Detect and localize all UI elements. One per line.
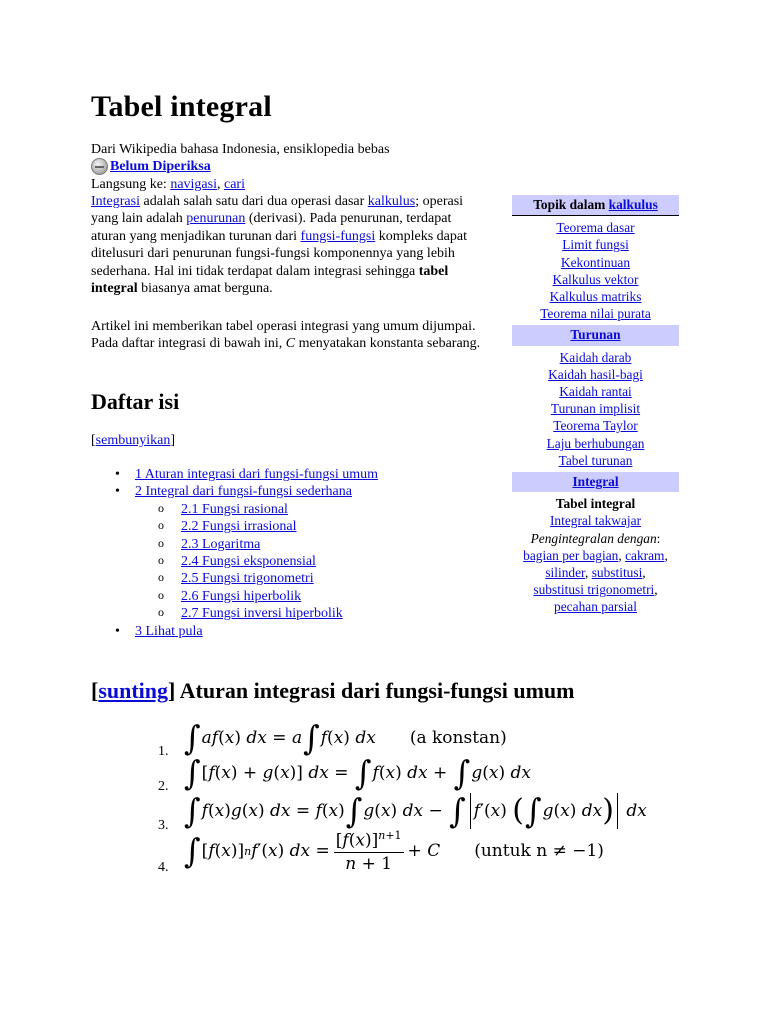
link-kalkulus[interactable]: kalkulus [367, 194, 416, 209]
intro-paragraph: Integrasi adalah salah satu dari dua operasi dasar kalkulus; operasi yang lain adalah penurunan (derivasi). Pada penurunan, terdapat aturan yang menjadikan turunan dari fungsi-fungsi kompleks dapat ditelusuri dari penurunan fungsi-fungsi komponennya yang lebih sederhana. Hal ini tidak terdapat dalam integrasi sehingga tabel integral biasanya amat berguna. [91, 194, 467, 297]
navbox-link[interactable]: substitusi [591, 565, 643, 581]
formula-4: ∫ [ f ( x )] n f ′( x ) dx = $\frac{[f(x)]^{n+1}}{n + 1}$ + C (untuk n ≠ −1) [184, 829, 604, 874]
intro-paragraph-2: Artikel ini memberikan tabel operasi integrasi yang umum dijumpai. Pada daftar integrasi di bawah ini, C menyatakan konstanta sebarang. [91, 319, 481, 352]
toc-hide-link[interactable]: sembunyikan [95, 433, 171, 448]
jump-links: Langsung ke: navigasi, cari [91, 177, 245, 192]
navbox-kalkulus-link[interactable]: kalkulus [608, 197, 658, 212]
navbox-link[interactable]: Tabel turunan [558, 452, 633, 468]
navbox-link[interactable]: Kalkulus vektor [552, 271, 639, 287]
page-title: Tabel integral [91, 90, 272, 123]
link-fungsi-fungsi[interactable]: fungsi-fungsi [300, 228, 376, 244]
review-status-link[interactable]: Belum Diperiksa [110, 159, 211, 174]
review-status [91, 158, 211, 175]
navbox-header-turunan [512, 325, 679, 345]
toc-link-2-3[interactable]: 2.3 Logaritma [181, 536, 261, 552]
navbox-turunan-link[interactable]: Turunan [570, 327, 621, 343]
navbox-link[interactable]: Integral takwajar [549, 513, 642, 529]
navbox-link[interactable]: Teorema Taylor [553, 418, 638, 434]
jump-search-link[interactable]: cari [223, 177, 245, 192]
toc-title: Daftar isi [91, 389, 180, 414]
section-heading: [sunting] Aturan integrasi dari fungsi-fungsi umum [91, 678, 575, 703]
navbox-group-turunan [512, 349, 679, 469]
toc-subitem [135, 536, 378, 553]
navbox-group-integral: Tabel integral Integral takwajar Pengintegralan dengan: bagian per bagian, cakram, silinder, substitusi, substitusi trigonometri, pecahan parsial [512, 495, 679, 615]
table-of-contents [91, 466, 378, 640]
toc-subitem [135, 518, 378, 535]
navbox-link[interactable]: Laju berhubungan [546, 435, 645, 451]
toc-item [91, 623, 378, 640]
toc-link-1[interactable]: 1 Aturan integrasi dari fungsi-fungsi umum [135, 467, 379, 482]
toc-item [91, 466, 378, 483]
toc-link-2-5[interactable]: 2.5 Fungsi trigonometri [181, 571, 314, 587]
navbox-link[interactable]: Kaidah hasil-bagi [548, 366, 643, 382]
navbox-integral-link[interactable]: Integral [572, 474, 619, 490]
navbox-link[interactable]: Kekontinuan [560, 254, 631, 270]
toc-subitem [135, 553, 378, 570]
navbox-link[interactable]: bagian per bagian [523, 547, 619, 563]
toc-link-2-2[interactable]: 2.2 Fungsi irrasional [181, 519, 297, 535]
toc-link-2[interactable]: 2 Integral dari fungsi-fungsi sederhana [135, 484, 352, 500]
navbox-link[interactable]: Kaidah darab [559, 349, 632, 365]
toc-subitem [135, 588, 378, 605]
toc-item [91, 483, 378, 622]
toc-subitem [135, 501, 378, 518]
unreviewed-icon [91, 158, 108, 175]
toc-subitem [135, 605, 378, 622]
navbox-header-integral [512, 472, 679, 492]
toc-link-2-4[interactable]: 2.4 Fungsi eksponensial [181, 554, 316, 570]
toc-toggle: [sembunyikan] [91, 433, 175, 448]
formula-3: ∫ f ( x ) g ( x ) dx = f ( x ) ∫ g ( x ) dx − ∫ f ′( x ) ( ∫ g ( x ) dx ) dx [184, 791, 647, 831]
navbox-link[interactable]: Turunan implisit [550, 401, 641, 417]
navbox-link[interactable]: cakram [625, 547, 665, 563]
calculus-navbox [512, 195, 679, 619]
navbox-link[interactable]: Kalkulus matriks [549, 289, 642, 305]
toc-link-2-7[interactable]: 2.7 Fungsi inversi hiperbolik [181, 606, 343, 622]
link-integrasi[interactable]: Integrasi [91, 194, 140, 209]
navbox-current-page: Tabel integral [555, 496, 636, 512]
navbox-header: Topik dalam kalkulus [512, 195, 679, 216]
formula-number: 1. [158, 744, 169, 759]
formula-4-note: (untuk n ≠ −1) [474, 841, 604, 862]
navbox-link[interactable]: pecahan parsial [554, 599, 637, 615]
link-penurunan[interactable]: penurunan [186, 211, 246, 227]
formula-1-note: (a konstan) [409, 728, 507, 748]
toc-link-2-1[interactable]: 2.1 Fungsi rasional [181, 501, 288, 517]
toc-link-2-6[interactable]: 2.6 Fungsi hiperbolik [181, 588, 302, 604]
navbox-link[interactable]: silinder [545, 565, 585, 581]
toc-link-3[interactable]: 3 Lihat pula [135, 623, 203, 639]
formula-2: ∫ [ f ( x ) + g ( x )] dx = ∫ f ( x ) dx + ∫ g ( x ) dx [184, 753, 531, 793]
navbox-group-general [512, 219, 679, 322]
formula-number: 3. [158, 818, 169, 833]
formula-1: ∫ af ( x ) dx = a ∫ f ( x ) dx (a konstan) [184, 718, 507, 758]
edit-section-link[interactable]: sunting [98, 678, 169, 703]
navbox-link[interactable]: substitusi trigonometri [533, 582, 655, 598]
formula-number: 4. [158, 860, 169, 875]
navbox-link[interactable]: Teorema dasar [556, 220, 635, 236]
navbox-link[interactable]: Limit fungsi [562, 237, 629, 253]
toc-subitem [135, 570, 378, 587]
formula-number: 2. [158, 779, 169, 794]
tagline: Dari Wikipedia bahasa Indonesia, ensiklopedia bebas [91, 142, 390, 157]
navbox-link[interactable]: Kaidah rantai [559, 384, 632, 400]
jump-navigation-link[interactable]: navigasi [170, 177, 217, 192]
navbox-link[interactable]: Teorema nilai purata [540, 306, 651, 322]
